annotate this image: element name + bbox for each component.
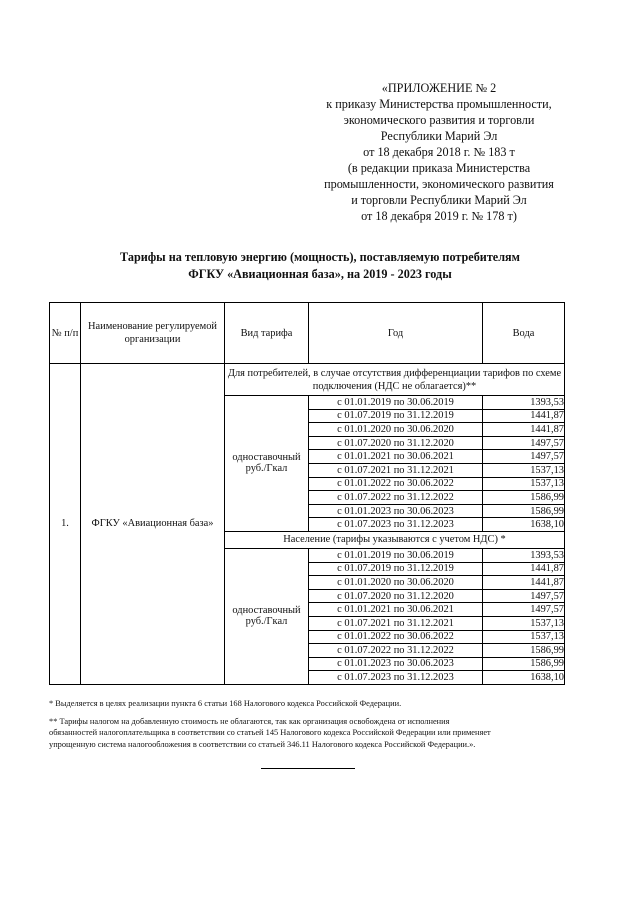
value-cell: 1586,99	[483, 657, 565, 671]
tariff-kind: одноставочный руб./Гкал	[225, 396, 309, 532]
footnote-tax-exempt	[49, 716, 575, 750]
table-header-row	[50, 303, 565, 364]
header-line: к приказу Министерства промышленности,	[326, 97, 552, 111]
value-cell: 1638,10	[483, 518, 565, 532]
period-cell: с 01.01.2021 по 30.06.2021	[309, 450, 483, 464]
value-cell: 1638,10	[483, 671, 565, 685]
closing-rule	[261, 768, 355, 769]
period-cell: с 01.07.2022 по 31.12.2022	[309, 644, 483, 658]
value-cell: 1441,87	[483, 423, 565, 437]
footnote-line: упрощенную система налогообложения в соответствии со статьей 346.11 Налогового кодекса Российской Федерации.».	[49, 739, 476, 749]
header-line: экономического развития и торговли	[343, 113, 535, 127]
header-line: от 18 декабря 2019 г. № 178 т)	[361, 209, 517, 223]
value-cell: 1497,57	[483, 450, 565, 464]
value-cell: 1441,87	[483, 409, 565, 423]
header-org: Наименование регулируемой организации	[81, 303, 225, 364]
period-cell: с 01.07.2021 по 31.12.2021	[309, 463, 483, 477]
value-cell: 1586,99	[483, 491, 565, 505]
value-cell: 1537,13	[483, 463, 565, 477]
period-cell: с 01.01.2020 по 30.06.2020	[309, 576, 483, 590]
period-cell: с 01.07.2023 по 31.12.2023	[309, 518, 483, 532]
period-cell: с 01.01.2023 по 30.06.2023	[309, 504, 483, 518]
row-number: 1.	[50, 364, 81, 685]
period-cell: с 01.01.2023 по 30.06.2023	[309, 657, 483, 671]
period-cell: с 01.07.2020 по 31.12.2020	[309, 436, 483, 450]
period-cell: с 01.07.2019 по 31.12.2019	[309, 409, 483, 423]
value-cell: 1537,13	[483, 630, 565, 644]
document-title	[60, 249, 580, 283]
header-line: от 18 декабря 2018 г. № 183 т	[363, 145, 515, 159]
period-cell: с 01.01.2022 по 30.06.2022	[309, 477, 483, 491]
title-line-1: Тарифы на тепловую энергию (мощность), поставляемую потребителям	[120, 250, 520, 264]
value-cell: 1393,53	[483, 548, 565, 562]
period-cell: с 01.01.2019 по 30.06.2019	[309, 396, 483, 410]
period-cell: с 01.01.2019 по 30.06.2019	[309, 548, 483, 562]
header-num: № п/п	[50, 303, 81, 364]
header-line: и торговли Республики Марий Эл	[351, 193, 527, 207]
period-cell: с 01.07.2023 по 31.12.2023	[309, 671, 483, 685]
header-water: Вода	[483, 303, 565, 364]
section-consumers: Для потребителей, в случае отсутствия дифференциации тарифов по схеме подключения (НДС не облагается)**	[225, 364, 565, 396]
value-cell: 1441,87	[483, 576, 565, 590]
tariff-kind: одноставочный руб./Гкал	[225, 548, 309, 684]
appendix-header	[300, 80, 578, 224]
footnote-vat: * Выделяется в целях реализации пункта 6 статьи 168 Налогового кодекса Российской Федерации.	[49, 699, 402, 708]
section-population: Население (тарифы указываются с учетом НДС) *	[225, 531, 565, 548]
footnote-line: ** Тарифы налогом на добавленную стоимость не облагаются, так как организация освобождена от исполнения	[49, 717, 450, 726]
value-cell: 1393,53	[483, 396, 565, 410]
org-name: ФГКУ «Авиационная база»	[81, 364, 225, 685]
period-cell: с 01.07.2022 по 31.12.2022	[309, 491, 483, 505]
period-cell: с 01.07.2020 по 31.12.2020	[309, 589, 483, 603]
value-cell: 1537,13	[483, 477, 565, 491]
value-cell: 1497,57	[483, 589, 565, 603]
value-cell: 1586,99	[483, 504, 565, 518]
header-line: промышленности, экономического развития	[324, 177, 554, 191]
value-cell: 1586,99	[483, 644, 565, 658]
value-cell: 1537,13	[483, 616, 565, 630]
value-cell: 1497,57	[483, 436, 565, 450]
value-cell: 1441,87	[483, 562, 565, 576]
header-line: (в редакции приказа Министерства	[347, 161, 531, 175]
title-line-2: ФГКУ «Авиационная база», на 2019 - 2023 годы	[188, 267, 452, 281]
period-cell: с 01.01.2022 по 30.06.2022	[309, 630, 483, 644]
period-cell: с 01.07.2019 по 31.12.2019	[309, 562, 483, 576]
period-cell: с 01.01.2020 по 30.06.2020	[309, 423, 483, 437]
footnote-line: обязанностей налогоплательщика в соответствии со статьей 145 Налогового кодекса Российской Федерации или применяет	[49, 728, 491, 738]
tariff-table	[49, 302, 565, 685]
period-cell: с 01.07.2021 по 31.12.2021	[309, 616, 483, 630]
header-year: Год	[309, 303, 483, 364]
header-kind: Вид тарифа	[225, 303, 309, 364]
section-row	[50, 364, 565, 396]
header-line: «ПРИЛОЖЕНИЕ № 2	[381, 81, 497, 95]
header-line: Республики Марий Эл	[380, 129, 498, 143]
period-cell: с 01.01.2021 по 30.06.2021	[309, 603, 483, 617]
value-cell: 1497,57	[483, 603, 565, 617]
